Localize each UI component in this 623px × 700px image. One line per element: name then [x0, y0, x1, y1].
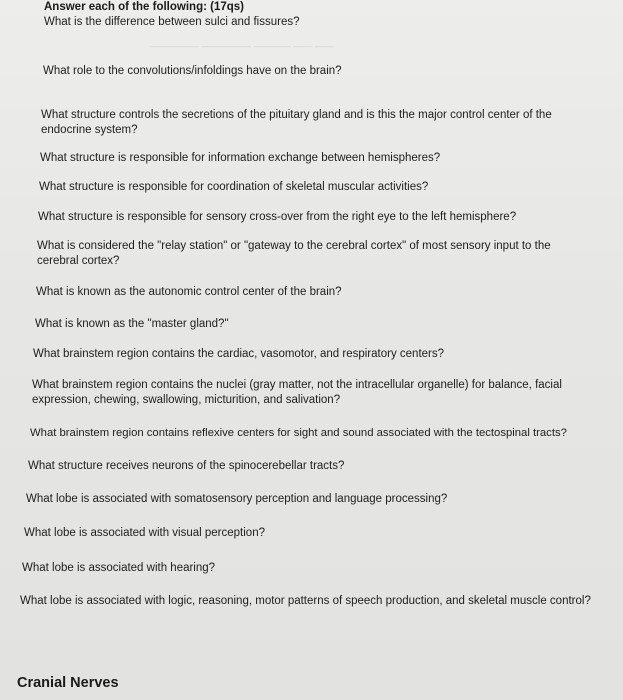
question-7: What is considered the "relay station" or "gateway to the cerebral cortex" of most sensory input to the cerebral cortex? — [37, 240, 551, 267]
question-4: What structure is responsible for information exchange between hemispheres? — [40, 152, 441, 164]
worksheet-heading: Answer each of the following: (17qs) — [44, 1, 244, 13]
question-8: What is known as the autonomic control center of the brain? — [36, 286, 342, 298]
question-15: What lobe is associated with visual perception? — [24, 527, 265, 539]
question-12: What brainstem region contains reflexive centers for sight and sound associated with the tectospinal tracts? — [30, 427, 567, 439]
question-17: What lobe is associated with logic, reasoning, motor patterns of speech production, and skeletal muscle control? — [20, 595, 591, 607]
question-10: What brainstem region contains the cardiac, vasomotor, and respiratory centers? — [33, 348, 445, 360]
question-1: What is the difference between sulci and fissures? — [44, 16, 300, 28]
question-2: What role to the convolutions/infoldings have on the brain? — [43, 65, 342, 77]
question-14: What lobe is associated with somatosensory perception and language processing? — [26, 493, 448, 505]
question-6: What structure is responsible for sensory cross-over from the right eye to the left hemisphere? — [38, 211, 517, 223]
question-9: What is known as the "master gland?" — [35, 318, 229, 330]
section-title-cranial-nerves: Cranial Nerves — [17, 675, 119, 691]
worksheet-page: ________ ________ ______ ___ ___ Answer each of the following: (17qs) What is the difference between sulci and fissures? What role to the convolutions/infoldings have on the brain? What structure controls the secretions of the pituitary gland and is this the major control center of the endocrine system? What structure is responsible for information exchange between hemispheres? What structure is responsible for coordination of skeletal muscular activities? What structure is responsible for sensory cross-over from the right eye to the left hemisphere? What is considered the "relay station" or "gateway to the cerebral cortex" of most sensory input to the cerebral cortex? What is known as the autonomic control center of the brain? What is known as the "master gland?" What brainstem region contains the cardiac, vasomotor, and respiratory centers? What brainstem region contains the nuclei (gray matter, not the intracellular organelle) for balance, facial expression, chewing, swallowing, micturition, and salivation? What brainstem region contains reflexive centers for sight and sound associated with the tectospinal tracts? What structure receives neurons of the spinocerebellar tracts? What lobe is associated with somatosensory perception and language processing? What lobe is associated with visual perception? What lobe is associated with hearing? What lobe is associated with logic, reasoning, motor patterns of speech production, and skeletal muscle control? Cranial Nerves — [0, 0, 623, 700]
question-3: What structure controls the secretions of the pituitary gland and is this the major control center of the endocrine system? — [41, 109, 552, 136]
question-11: What brainstem region contains the nuclei (gray matter, not the intracellular organelle) for balance, facial expression, chewing, swallowing, micturition, and salivation? — [32, 379, 562, 406]
question-5: What structure is responsible for coordination of skeletal muscular activities? — [39, 181, 429, 193]
question-13: What structure receives neurons of the spinocerebellar tracts? — [28, 460, 345, 472]
question-16: What lobe is associated with hearing? — [22, 562, 216, 574]
